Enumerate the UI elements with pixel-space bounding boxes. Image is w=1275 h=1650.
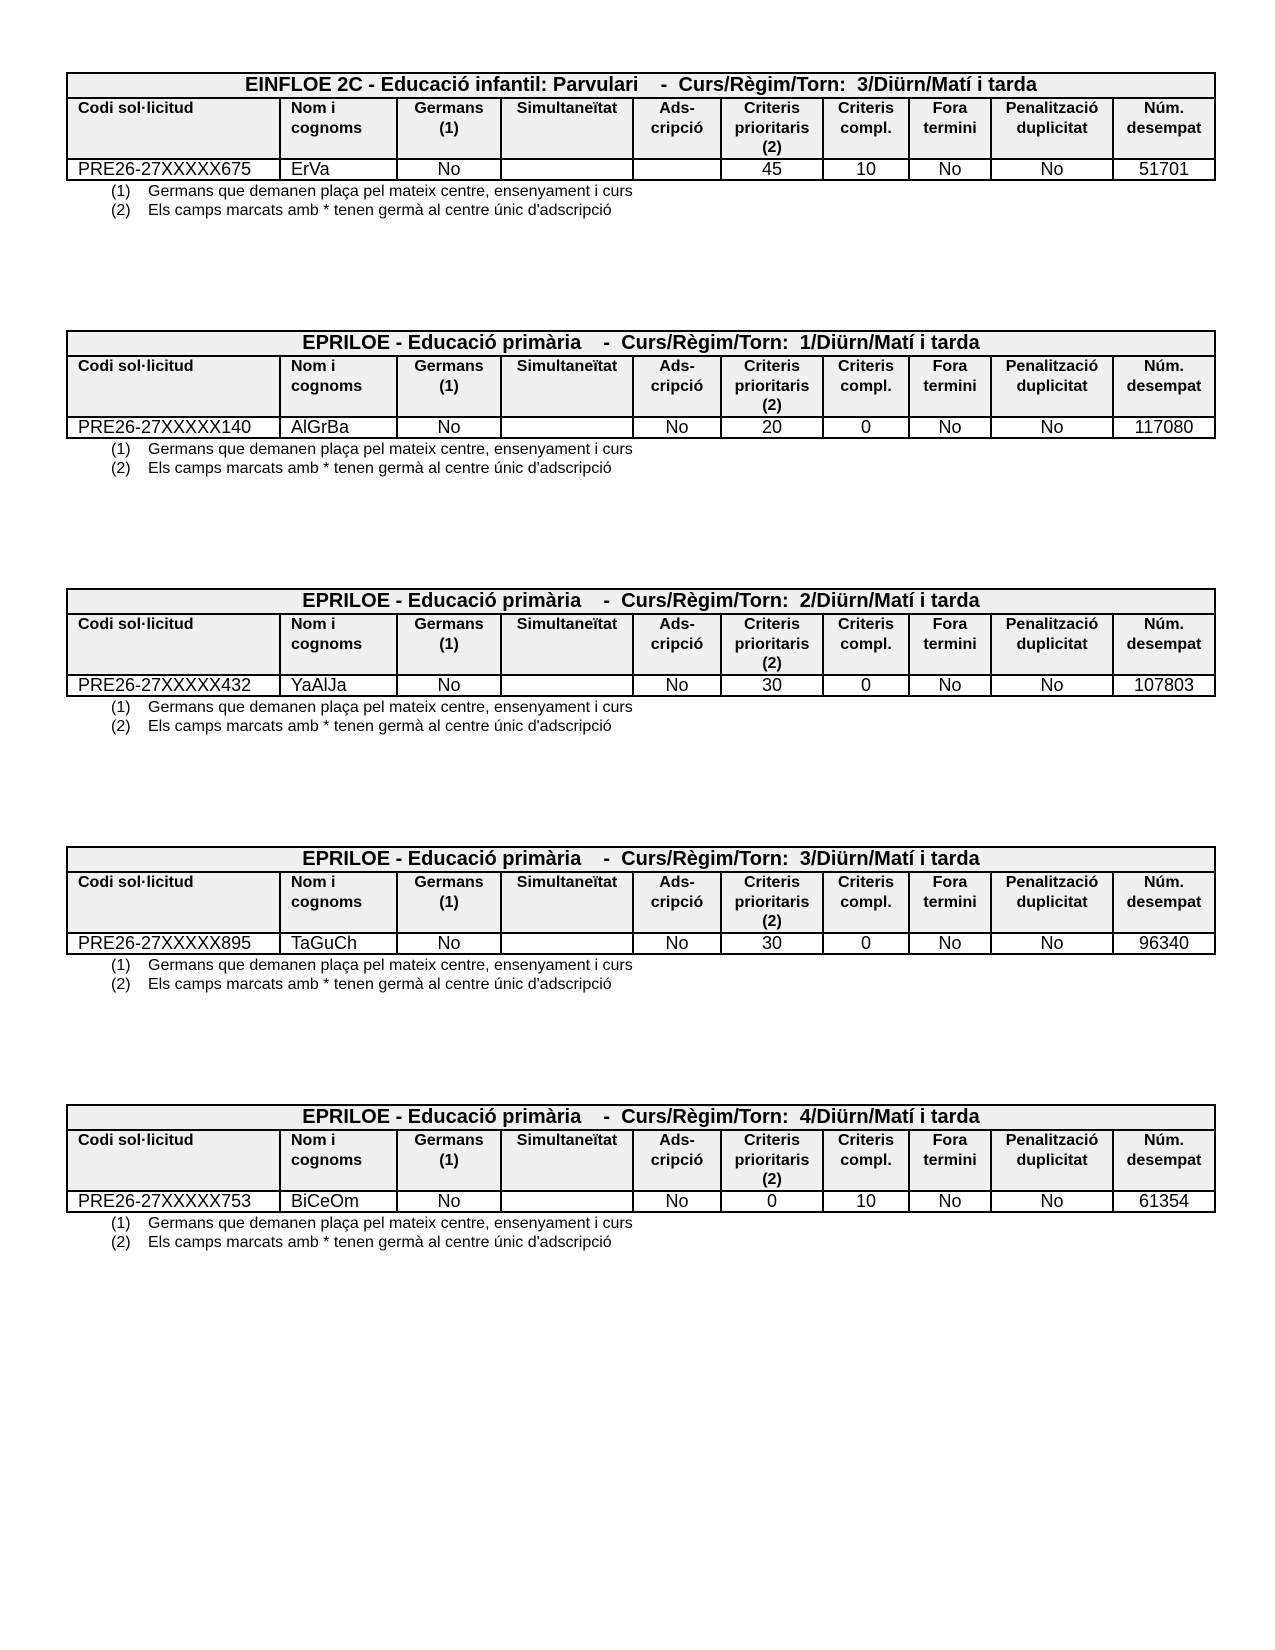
section-title: EPRILOE - Educació primària - Curs/Règim/Torn: 2/Diürn/Matí i tarda [67, 589, 1215, 614]
header-code: Codi sol·licitud [67, 356, 280, 417]
header-simultaneity: Simultaneïtat [501, 614, 633, 675]
cell-late: No [909, 417, 991, 438]
applications-table [66, 846, 1216, 955]
header-penalty: Penalització duplicitat [991, 1130, 1113, 1191]
applications-table [66, 1104, 1216, 1213]
admission-section [66, 330, 1214, 479]
footnote-number: (1) [111, 698, 131, 716]
header-simultaneity: Simultaneïtat [501, 872, 633, 933]
footnote [111, 182, 1214, 202]
footnotes [66, 1214, 1214, 1253]
header-priority-criteria: Criteris prioritaris (2) [721, 1130, 823, 1191]
cell-late: No [909, 933, 991, 954]
applications-table [66, 72, 1216, 181]
footnotes [66, 956, 1214, 995]
cell-tiebreak: 51701 [1113, 159, 1215, 180]
cell-tiebreak: 61354 [1113, 1191, 1215, 1212]
cell-complementary-criteria: 10 [823, 1191, 909, 1212]
admission-section [66, 1104, 1214, 1253]
admission-section [66, 846, 1214, 995]
footnote [111, 717, 1214, 737]
cell-name: BiCeOm [280, 1191, 397, 1212]
footnote-text: Els camps marcats amb * tenen germà al centre únic d'adscripció [148, 460, 612, 477]
cell-simultaneity [501, 159, 633, 180]
header-late: Fora termini [909, 356, 991, 417]
header-complementary-criteria: Criteris compl. [823, 614, 909, 675]
cell-siblings: No [397, 933, 501, 954]
header-penalty: Penalització duplicitat [991, 356, 1113, 417]
footnotes [66, 440, 1214, 479]
cell-code: PRE26-27XXXXX675 [67, 159, 280, 180]
cell-siblings: No [397, 675, 501, 696]
cell-name: TaGuCh [280, 933, 397, 954]
footnote [111, 440, 1214, 460]
header-priority-criteria: Criteris prioritaris (2) [721, 614, 823, 675]
cell-complementary-criteria: 0 [823, 675, 909, 696]
header-adscription: Ads- cripció [633, 872, 721, 933]
header-name: Nom i cognoms [280, 872, 397, 933]
header-siblings: Germans (1) [397, 98, 501, 159]
table-row [67, 675, 1215, 696]
header-late: Fora termini [909, 98, 991, 159]
header-late: Fora termini [909, 614, 991, 675]
cell-siblings: No [397, 1191, 501, 1212]
footnote-number: (2) [111, 718, 131, 735]
footnote [111, 975, 1214, 995]
header-code: Codi sol·licitud [67, 614, 280, 675]
cell-siblings: No [397, 417, 501, 438]
header-simultaneity: Simultaneïtat [501, 1130, 633, 1191]
footnote-number: (2) [111, 976, 131, 993]
header-complementary-criteria: Criteris compl. [823, 872, 909, 933]
table-row [67, 159, 1215, 180]
footnote [111, 956, 1214, 976]
table-row [67, 933, 1215, 954]
footnote-number: (1) [111, 182, 131, 200]
footnote [111, 201, 1214, 221]
cell-priority-criteria: 30 [721, 933, 823, 954]
cell-tiebreak: 96340 [1113, 933, 1215, 954]
header-tiebreak: Núm. desempat [1113, 872, 1215, 933]
header-late: Fora termini [909, 872, 991, 933]
cell-code: PRE26-27XXXXX895 [67, 933, 280, 954]
header-penalty: Penalització duplicitat [991, 98, 1113, 159]
footnote [111, 459, 1214, 479]
header-siblings: Germans (1) [397, 872, 501, 933]
admission-section [66, 72, 1214, 221]
footnote-number: (2) [111, 460, 131, 477]
header-adscription: Ads- cripció [633, 98, 721, 159]
cell-name: YaAlJa [280, 675, 397, 696]
cell-late: No [909, 675, 991, 696]
cell-code: PRE26-27XXXXX753 [67, 1191, 280, 1212]
cell-complementary-criteria: 10 [823, 159, 909, 180]
header-penalty: Penalització duplicitat [991, 614, 1113, 675]
footnote-number: (1) [111, 956, 131, 974]
cell-late: No [909, 159, 991, 180]
footnote-text: Els camps marcats amb * tenen germà al centre únic d'adscripció [148, 976, 612, 993]
cell-simultaneity [501, 675, 633, 696]
footnote-text: Germans que demanen plaça pel mateix centre, ensenyament i curs [148, 182, 633, 200]
section-title: EINFLOE 2C - Educació infantil: Parvulari - Curs/Règim/Torn: 3/Diürn/Matí i tarda [67, 73, 1215, 98]
header-name: Nom i cognoms [280, 356, 397, 417]
header-code: Codi sol·licitud [67, 872, 280, 933]
header-complementary-criteria: Criteris compl. [823, 356, 909, 417]
header-priority-criteria: Criteris prioritaris (2) [721, 98, 823, 159]
header-simultaneity: Simultaneïtat [501, 98, 633, 159]
header-adscription: Ads- cripció [633, 614, 721, 675]
table-row [67, 1191, 1215, 1212]
footnote-number: (2) [111, 202, 131, 219]
header-priority-criteria: Criteris prioritaris (2) [721, 872, 823, 933]
cell-adscription [633, 159, 721, 180]
cell-penalty: No [991, 159, 1113, 180]
header-name: Nom i cognoms [280, 98, 397, 159]
cell-priority-criteria: 45 [721, 159, 823, 180]
footnote-text: Germans que demanen plaça pel mateix centre, ensenyament i curs [148, 1214, 633, 1232]
footnote [111, 1214, 1214, 1234]
cell-penalty: No [991, 417, 1113, 438]
header-tiebreak: Núm. desempat [1113, 98, 1215, 159]
header-priority-criteria: Criteris prioritaris (2) [721, 356, 823, 417]
header-siblings: Germans (1) [397, 614, 501, 675]
cell-complementary-criteria: 0 [823, 933, 909, 954]
footnote-number: (1) [111, 440, 131, 458]
header-tiebreak: Núm. desempat [1113, 356, 1215, 417]
footnotes [66, 182, 1214, 221]
header-name: Nom i cognoms [280, 1130, 397, 1191]
footnote-number: (2) [111, 1234, 131, 1251]
cell-name: ErVa [280, 159, 397, 180]
cell-penalty: No [991, 1191, 1113, 1212]
cell-code: PRE26-27XXXXX432 [67, 675, 280, 696]
header-complementary-criteria: Criteris compl. [823, 1130, 909, 1191]
cell-complementary-criteria: 0 [823, 417, 909, 438]
cell-priority-criteria: 20 [721, 417, 823, 438]
cell-priority-criteria: 30 [721, 675, 823, 696]
header-penalty: Penalització duplicitat [991, 872, 1113, 933]
footnote-text: Els camps marcats amb * tenen germà al centre únic d'adscripció [148, 1234, 612, 1251]
cell-adscription: No [633, 675, 721, 696]
applications-table [66, 588, 1216, 697]
cell-adscription: No [633, 417, 721, 438]
cell-penalty: No [991, 675, 1113, 696]
header-siblings: Germans (1) [397, 1130, 501, 1191]
header-simultaneity: Simultaneïtat [501, 356, 633, 417]
header-tiebreak: Núm. desempat [1113, 614, 1215, 675]
section-title: EPRILOE - Educació primària - Curs/Règim/Torn: 3/Diürn/Matí i tarda [67, 847, 1215, 872]
header-adscription: Ads- cripció [633, 1130, 721, 1191]
cell-code: PRE26-27XXXXX140 [67, 417, 280, 438]
table-row [67, 417, 1215, 438]
cell-penalty: No [991, 933, 1113, 954]
cell-tiebreak: 117080 [1113, 417, 1215, 438]
header-code: Codi sol·licitud [67, 98, 280, 159]
cell-priority-criteria: 0 [721, 1191, 823, 1212]
header-siblings: Germans (1) [397, 356, 501, 417]
footnotes [66, 698, 1214, 737]
cell-simultaneity [501, 933, 633, 954]
cell-simultaneity [501, 1191, 633, 1212]
applications-table [66, 330, 1216, 439]
header-code: Codi sol·licitud [67, 1130, 280, 1191]
footnote-text: Germans que demanen plaça pel mateix centre, ensenyament i curs [148, 956, 633, 974]
footnote [111, 1233, 1214, 1253]
cell-siblings: No [397, 159, 501, 180]
cell-simultaneity [501, 417, 633, 438]
header-name: Nom i cognoms [280, 614, 397, 675]
footnote-text: Germans que demanen plaça pel mateix centre, ensenyament i curs [148, 698, 633, 716]
footnote [111, 698, 1214, 718]
header-complementary-criteria: Criteris compl. [823, 98, 909, 159]
cell-name: AlGrBa [280, 417, 397, 438]
cell-adscription: No [633, 1191, 721, 1212]
admission-section [66, 588, 1214, 737]
footnote-number: (1) [111, 1214, 131, 1232]
header-adscription: Ads- cripció [633, 356, 721, 417]
header-late: Fora termini [909, 1130, 991, 1191]
section-title: EPRILOE - Educació primària - Curs/Règim/Torn: 4/Diürn/Matí i tarda [67, 1105, 1215, 1130]
cell-late: No [909, 1191, 991, 1212]
footnote-text: Germans que demanen plaça pel mateix centre, ensenyament i curs [148, 440, 633, 458]
section-title: EPRILOE - Educació primària - Curs/Règim/Torn: 1/Diürn/Matí i tarda [67, 331, 1215, 356]
header-tiebreak: Núm. desempat [1113, 1130, 1215, 1191]
footnote-text: Els camps marcats amb * tenen germà al centre únic d'adscripció [148, 718, 612, 735]
footnote-text: Els camps marcats amb * tenen germà al centre únic d'adscripció [148, 202, 612, 219]
cell-tiebreak: 107803 [1113, 675, 1215, 696]
cell-adscription: No [633, 933, 721, 954]
